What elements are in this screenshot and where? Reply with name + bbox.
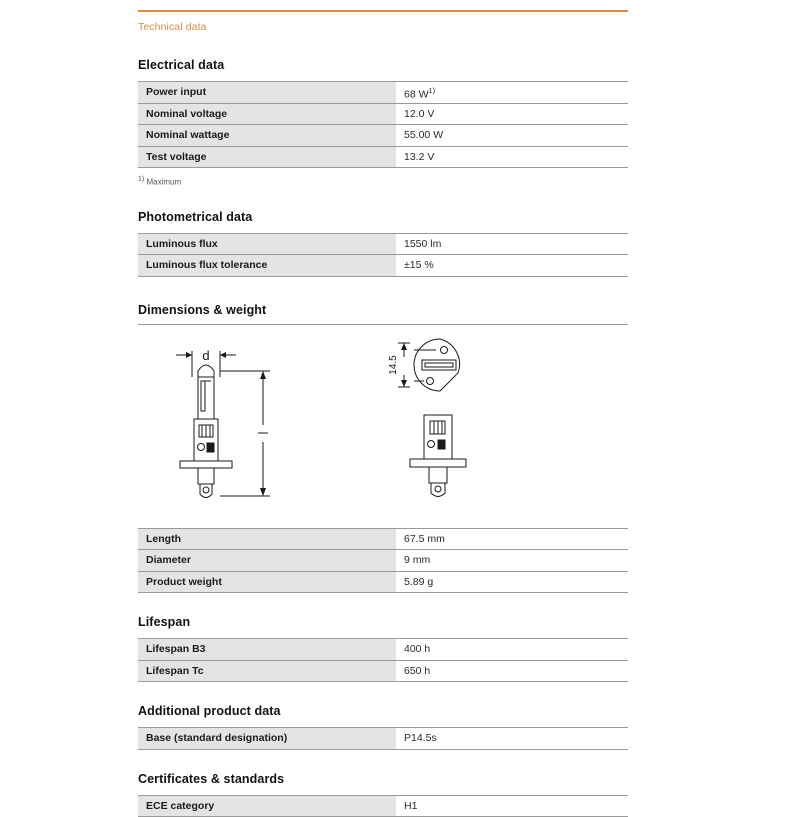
bulb-side-view-svg <box>158 329 288 509</box>
breadcrumb: Technical data <box>138 21 207 33</box>
table-row <box>138 146 628 168</box>
row-label: Nominal wattage <box>138 125 396 147</box>
diameter-dimension-label: d <box>202 347 210 363</box>
row-label: Power input <box>138 82 396 104</box>
row-value: 650 h <box>396 660 628 682</box>
footnote-text: Maximum <box>146 177 182 187</box>
row-label: Lifespan B3 <box>138 639 396 661</box>
row-value: 13.2 V <box>396 146 628 168</box>
row-label: Lifespan Tc <box>138 660 396 682</box>
row-label: Luminous flux tolerance <box>138 255 396 277</box>
row-value: 1550 lm <box>396 233 628 255</box>
table-row <box>138 571 628 593</box>
table-row <box>138 233 628 255</box>
row-value: P14.5s <box>396 728 628 750</box>
table-row <box>138 82 628 104</box>
table-row <box>138 255 628 277</box>
row-value: 67.5 mm <box>396 528 628 550</box>
row-value: 400 h <box>396 639 628 661</box>
table-row <box>138 728 628 750</box>
row-label: Base (standard designation) <box>138 728 396 750</box>
row-label: Test voltage <box>138 146 396 168</box>
section-heading-dimensions: Dimensions & weight <box>138 302 267 317</box>
row-value: H1 <box>396 795 628 817</box>
content-column <box>138 0 628 817</box>
section-heading-lifespan: Lifespan <box>138 615 191 630</box>
table-dimensions <box>138 528 628 594</box>
bulb-top-front-view-svg <box>378 329 508 509</box>
row-value: 5.89 g <box>396 571 628 593</box>
table-row <box>138 103 628 125</box>
footnote-marker: 1) <box>138 176 145 183</box>
table-row <box>138 528 628 550</box>
footnote-marker: 1) <box>428 85 436 95</box>
section-heading-electrical: Electrical data <box>138 58 225 72</box>
row-value: 55.00 W <box>396 125 628 147</box>
row-value: 12.0 V <box>396 103 628 125</box>
table-certificates-standards <box>138 795 628 817</box>
row-value: ±15 % <box>396 255 628 277</box>
row-label: Product weight <box>138 571 396 593</box>
bulb-side-view-drawing <box>158 329 288 509</box>
table-photometrical-data <box>138 233 628 277</box>
table-row <box>138 639 628 661</box>
section-heading-photometrical: Photometrical data <box>138 209 253 224</box>
footnote-electrical <box>138 174 628 188</box>
table-additional-product-data <box>138 727 628 750</box>
height-dimension-label: 14.5 <box>388 354 399 375</box>
row-value-text: 68 W <box>404 88 429 100</box>
section-heading-certificates: Certificates & standards <box>138 771 285 786</box>
table-row <box>138 550 628 572</box>
row-value <box>396 82 628 104</box>
row-value: 9 mm <box>396 550 628 572</box>
row-label: ECE category <box>138 795 396 817</box>
heading-divider <box>138 324 628 325</box>
bulb-top-and-front-view-drawing <box>378 329 508 509</box>
section-heading-additional: Additional product data <box>138 704 281 719</box>
dimension-drawings <box>138 329 628 519</box>
row-label: Nominal voltage <box>138 103 396 125</box>
table-electrical-data <box>138 81 628 168</box>
row-label: Diameter <box>138 550 396 572</box>
row-label: Length <box>138 528 396 550</box>
row-label: Luminous flux <box>138 233 396 255</box>
table-row <box>138 660 628 682</box>
table-row <box>138 795 628 817</box>
table-lifespan <box>138 638 628 682</box>
table-row <box>138 125 628 147</box>
